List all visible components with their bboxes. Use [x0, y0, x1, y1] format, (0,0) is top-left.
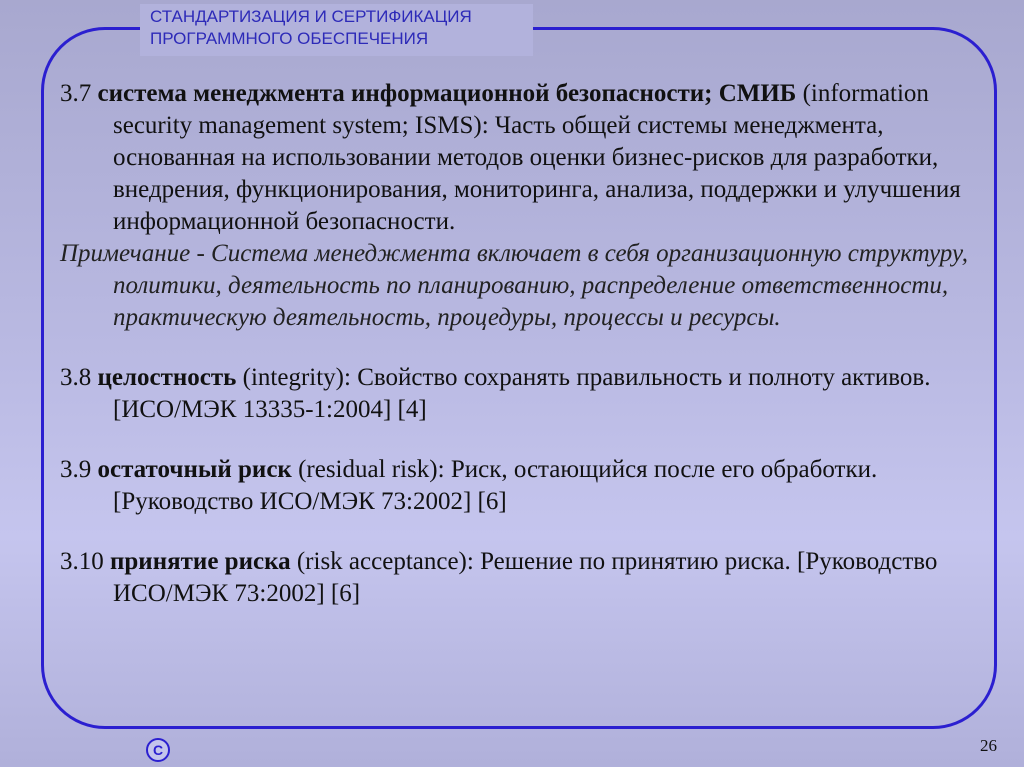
entry-number: 3.10	[60, 548, 110, 575]
entry-term: целостность	[97, 364, 237, 391]
header-line-1: СТАНДАРТИЗАЦИЯ И СЕРТИФИКАЦИЯ	[150, 7, 472, 26]
copyright-icon: С	[146, 738, 170, 762]
entry-number: 3.7	[60, 80, 98, 107]
entry-term: система менеджмента информационной безопасности; СМИБ	[97, 80, 797, 107]
entry-definition: (integrity): Свойство сохранять правильность и полноту активов. [ИСО/МЭК 13335-1:2004] [4]	[113, 364, 931, 423]
slide-header	[140, 4, 533, 56]
definition-entry-3-7	[60, 78, 995, 238]
entry-definition: (residual risk): Риск, остающийся после его обработки. [Руководство ИСО/МЭК 73:2002] [6]	[113, 456, 878, 515]
entry-definition: (information security management system; ISMS): Часть общей системы менеджмента, основанная на использовании методов оценки бизнес-рисков для разработки, внедрения, функционирования, мониторинга, анализа, поддержки и улучшения информационной безопасности.	[113, 80, 961, 235]
entry-term: принятие риска	[110, 548, 291, 575]
definition-note: Примечание - Система менеджмента включает в себя организационную структуру, политики, деятельность по планированию, распределение ответственности, практическую деятельность, процедуры, процессы и ресурсы.	[60, 240, 969, 331]
entry-term: остаточный риск	[97, 456, 292, 483]
definition-entry-3-9	[60, 454, 995, 518]
page-number: 26	[980, 736, 997, 755]
header-line-2: ПРОГРАММНОГО ОБЕСПЕЧЕНИЯ	[150, 29, 429, 48]
entry-number: 3.8	[60, 364, 98, 391]
definitions-content	[60, 78, 995, 610]
definition-entry-3-8	[60, 362, 995, 426]
entry-number: 3.9	[60, 456, 98, 483]
entry-definition: (risk acceptance): Решение по принятию риска. [Руководство ИСО/МЭК 73:2002] [6]	[113, 548, 938, 607]
definition-entry-3-10	[60, 546, 995, 610]
